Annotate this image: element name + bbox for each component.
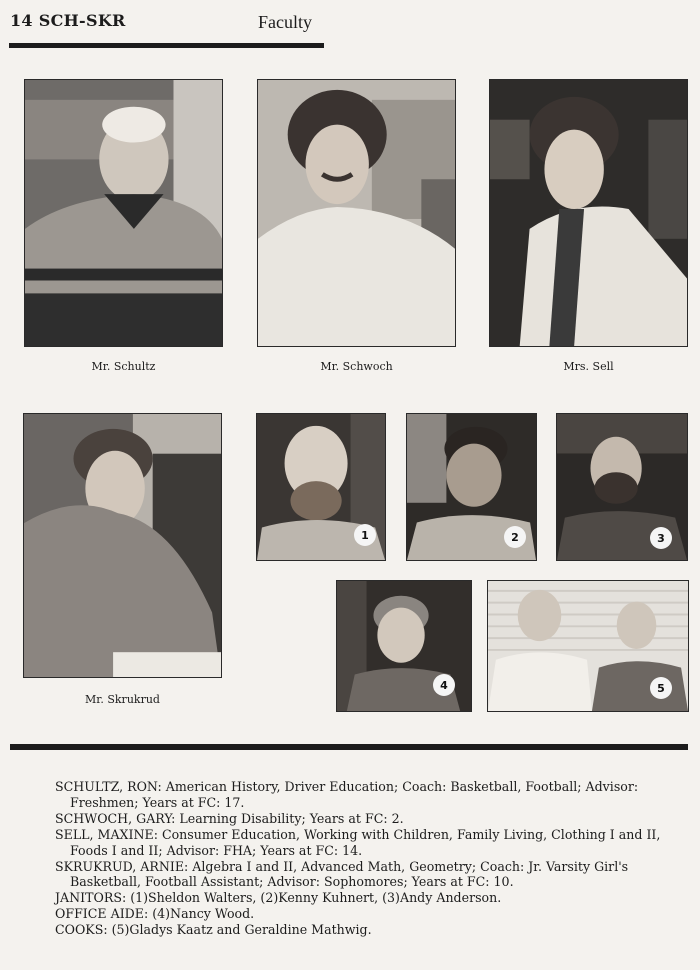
bio-skrukrud: SKRUKRUD, ARNIE: Algebra I and II, Advanced Math, Geometry; Coach: Jr. Varsity Girl's Basketball, Football Assistant; Advisor: Sophomores; Years at FC: 10. — [55, 858, 629, 890]
bio-schwoch: SCHWOCH, GARY: Learning Disability; Years at FC: 2. — [55, 810, 404, 826]
staff-3-badge: 3 — [650, 527, 672, 549]
caption-skrukrud: Mr. Skrukrud — [85, 693, 160, 706]
staff-4-badge: 4 — [433, 674, 455, 696]
photo-schultz — [24, 79, 223, 347]
staff-5-badge: 5 — [650, 677, 672, 699]
photo-schwoch — [257, 79, 456, 347]
bio-sell: SELL, MAXINE: Consumer Education, Working with Children, Family Living, Clothing I and II, Foods I and II; Advisor: FHA; Years at FC: 14. — [55, 826, 661, 858]
section-title: Faculty — [258, 12, 312, 32]
section-divider — [10, 744, 688, 750]
bio-cooks: COOKS: (5)Gladys Kaatz and Geraldine Mathwig. — [55, 922, 372, 938]
page-code: 14 SCH-SKR — [10, 11, 126, 30]
caption-schultz: Mr. Schultz — [91, 360, 156, 373]
caption-sell: Mrs. Sell — [563, 360, 614, 373]
staff-1-badge: 1 — [354, 524, 376, 546]
bio-schultz: SCHULTZ, RON: American History, Driver Education; Coach: Basketball, Football; Advisor: Freshmen; Years at FC: 17. — [55, 779, 639, 810]
caption-schwoch: Mr. Schwoch — [320, 360, 393, 373]
bio-office-aide: OFFICE AIDE: (4)Nancy Wood. — [55, 906, 255, 922]
bio-janitors: JANITORS: (1)Sheldon Walters, (2)Kenny Kuhnert, (3)Andy Anderson. — [55, 890, 502, 906]
faculty-bios — [55, 779, 685, 938]
staff-2-badge: 2 — [504, 526, 526, 548]
header-rule — [9, 43, 324, 48]
photo-skrukrud — [23, 413, 222, 678]
photo-sell — [489, 79, 688, 347]
